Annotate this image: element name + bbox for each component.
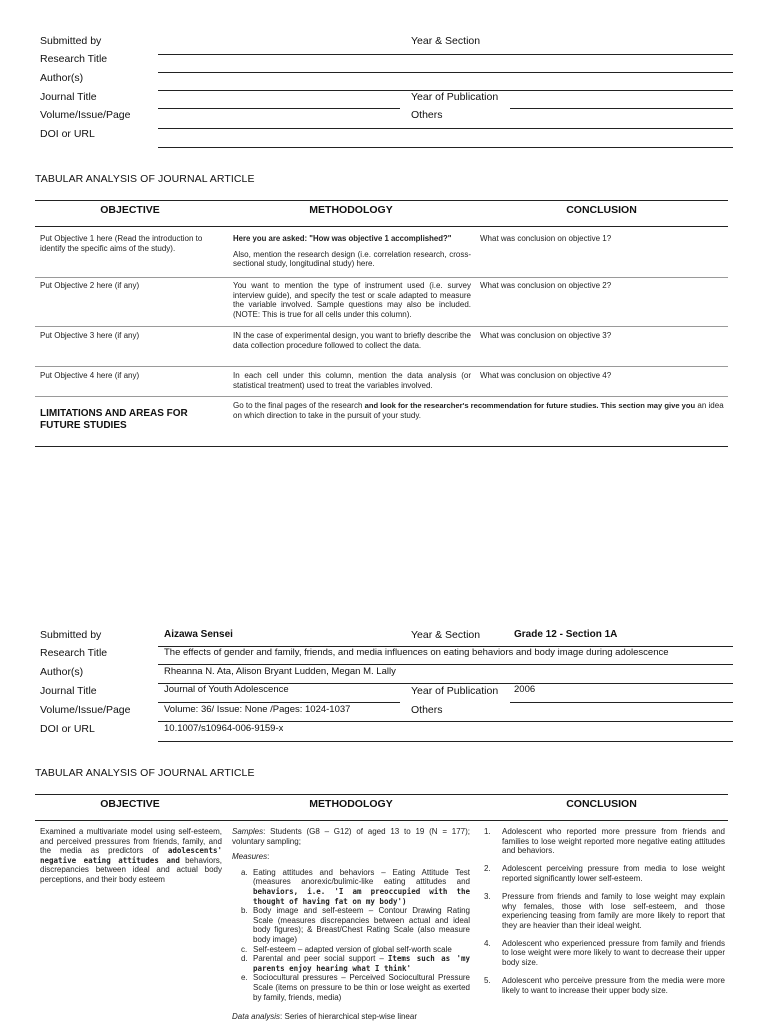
limitations-text-bold: and look for the researcher's recommendation for future studies. This section may give you: [364, 401, 696, 410]
list-marker: 3.: [484, 891, 491, 901]
measures-label: Measures: [232, 852, 268, 862]
value-doi-url: 10.1007/s10964-006-9159-x: [164, 723, 284, 734]
label-volume-issue-page: Volume/Issue/Page: [40, 704, 131, 716]
measure-text-bold: Items such as 'my parents enjoy hearing what I think': [253, 954, 471, 973]
header-conclusion: CONCLUSION: [566, 798, 637, 810]
header-objective: OBJECTIVE: [100, 204, 160, 216]
conclusion-cell: What was conclusion on objective 1?: [480, 234, 612, 243]
list-item: [232, 954, 470, 973]
list-marker: 2.: [484, 864, 491, 874]
header-methodology: METHODOLOGY: [309, 798, 393, 810]
objective-cell: Put Objective 3 here (if any): [40, 331, 140, 340]
samples-label: Samples: [232, 827, 264, 836]
measure-text: Sociocultural pressures – Perceived Sociocultural Pressure Scale (items on pressure to be thin or lose weight as exerted by family, friends, media): [253, 973, 470, 1002]
list-marker: d.: [241, 954, 248, 964]
conclusion-text: Adolescent who reported more pressure from friends and families to lose weight reported more negative eating attitudes and behaviors.: [502, 827, 725, 856]
rule-line: [158, 128, 733, 129]
objective-cell: Put Objective 2 here (if any): [40, 281, 140, 290]
list-item: [232, 973, 470, 1002]
objective-cell: [40, 827, 222, 885]
value-journal-title: Journal of Youth Adolescence: [164, 684, 289, 695]
conclusion-cell: What was conclusion on objective 4?: [480, 371, 612, 380]
data-analysis-text: : Series of hierarchical step-wise linear: [280, 1012, 417, 1022]
methodology-cell: You want to mention the type of instrument used (i.e. survey interview guide), and specify the test or scale adapted to measure the variable involved. Sample questions may also be included. (NOTE: This is true for all cells under this column).: [233, 281, 471, 319]
list-item: [484, 864, 725, 883]
header-objective: OBJECTIVE: [100, 798, 160, 810]
list-item: [484, 827, 725, 856]
objective-text: behaviors, discrepancies between ideal and actual body perceptions, and their body esteem: [40, 855, 222, 884]
rule-line: [158, 72, 733, 73]
label-doi-url: DOI or URL: [40, 723, 95, 735]
label-authors: Author(s): [40, 666, 84, 678]
rule-line: [158, 741, 733, 742]
measure-text: Eating attitudes and behaviors – Eating Attitude Test (measures anorexic/bulimic-like eating attitudes and: [253, 867, 470, 887]
label-others: Others: [411, 704, 443, 716]
list-item: [232, 868, 470, 906]
rule-line: [158, 702, 400, 703]
objective-text-bold: adolescents' negative eating attitudes and: [40, 846, 222, 865]
label-submitted-by: Submitted by: [40, 629, 102, 641]
value-year-of-publication: 2006: [514, 684, 536, 695]
limitations-text-part: Go to the final pages of the research: [233, 401, 365, 410]
label-year-of-publication: Year of Publication: [411, 685, 499, 697]
header-conclusion: CONCLUSION: [566, 204, 637, 216]
methodology-cell: IN the case of experimental design, you want to briefly describe the data collection procedure followed to collect the data.: [233, 331, 471, 350]
header-rule: [35, 226, 728, 227]
row-rule: [35, 396, 728, 397]
list-item: [484, 892, 725, 930]
template-analysis-table: [35, 200, 728, 448]
label-doi-url: DOI or URL: [40, 128, 95, 140]
label-journal-title: Journal Title: [40, 685, 97, 697]
label-research-title: Research Title: [40, 53, 108, 65]
table-bottom-rule: [35, 446, 728, 447]
value-volume-issue-page: Volume: 36/ Issue: None /Pages: 1024-1037: [164, 704, 351, 715]
rule-line: [510, 108, 733, 109]
list-marker: c.: [241, 944, 248, 954]
label-volume-issue-page: Volume/Issue/Page: [40, 109, 131, 121]
objective-cell: Put Objective 1 here (Read the introduction to identify the specific aims of the study).: [40, 234, 203, 253]
measures-paragraph: Measures:: [232, 852, 270, 862]
list-item: [484, 976, 725, 995]
methodology-text: Also, mention the research design (i.e. correlation research, cross-sectional study, longitudinal study) here.: [233, 249, 471, 269]
methodology-lead: Here you are asked: "How was objective 1 accomplished?": [233, 234, 452, 243]
table-top-rule: [35, 794, 728, 795]
samples-paragraph: [232, 827, 470, 846]
conclusion-text: Adolescent who perceive pressure from the media were more likely to want to increase their upper body size.: [502, 976, 725, 995]
measures-list: [232, 868, 470, 1002]
measure-text-bold: behaviors, i.e. 'I am preoccupied with the thought of having fat on my body'): [253, 886, 470, 906]
list-item: [232, 906, 470, 944]
conclusion-cell: [484, 827, 725, 1004]
limitations-text: [233, 401, 728, 420]
rule-line: [158, 721, 733, 722]
limitations-label: LIMITATIONS AND AREAS FOR FUTURE STUDIES: [40, 408, 188, 431]
label-year-section: Year & Section: [411, 35, 481, 47]
label-others: Others: [411, 109, 443, 121]
samples-text: : Students (G8 – G12) of aged 13 to 19 (N = 177); voluntary sampling;: [232, 827, 470, 846]
methodology-cell: In each cell under this column, mention the data analysis (or statistical treatment) used to treat the variables involved.: [233, 371, 471, 390]
rule-line: [158, 664, 733, 665]
methodology-cell: [232, 827, 470, 1028]
objective-text: Examined a multivariate model using self-esteem, and perceived pressures from friends, family, and the media as predictors of: [40, 827, 222, 856]
list-item: [484, 939, 725, 968]
list-marker: b.: [241, 906, 248, 916]
header-rule: [35, 820, 728, 821]
value-submitted-by: Aizawa Sensei: [164, 629, 233, 640]
conclusion-text: Adolescent perceiving pressure from media to lose weight reported significantly lower self-esteem.: [502, 864, 725, 883]
list-marker: 4.: [484, 938, 491, 948]
label-authors: Author(s): [40, 72, 84, 84]
list-marker: e.: [241, 973, 248, 983]
data-analysis-label: Data analysis: [232, 1012, 281, 1022]
value-authors: Rheanna N. Ata, Alison Bryant Ludden, Megan M. Lally: [164, 666, 396, 677]
rule-line: [158, 54, 733, 55]
conclusion-cell: What was conclusion on objective 3?: [480, 331, 612, 340]
value-research-title: The effects of gender and family, friends, and media influences on eating behaviors and body image during adolescence: [164, 647, 669, 658]
measure-text: Body image and self-esteem – Contour Drawing Rating Scale (measures discrepancies between actual and ideal body figures); & Breast/Chest Rating Scale (also measure body image): [253, 906, 470, 944]
rule-line: [158, 108, 400, 109]
label-research-title: Research Title: [40, 647, 108, 659]
conclusion-list: [484, 827, 725, 995]
methodology-cell: [233, 234, 471, 275]
measure-text: Self-esteem – adapted version of global self-worth scale: [253, 944, 452, 954]
conclusion-text: Adolescent who experienced pressure from family and friends to lose weight were more likely to want to decrease their upper body size.: [502, 938, 725, 968]
table-top-rule: [35, 200, 728, 201]
row-rule: [35, 366, 728, 367]
header-methodology: METHODOLOGY: [309, 204, 393, 216]
list-marker: a.: [241, 867, 248, 877]
filled-analysis-table: [35, 794, 728, 1024]
list-marker: 5.: [484, 976, 491, 986]
list-marker: 1.: [484, 827, 491, 836]
list-item: [232, 945, 470, 955]
conclusion-text: Pressure from friends and family to lose weight may explain why females, those with lose self-esteem, and those experiencing teasing from family are more likely to report that they are heavier than their ideal weight.: [502, 891, 725, 930]
rule-line: [510, 702, 733, 703]
data-analysis-paragraph: [232, 1012, 470, 1022]
objective-cell: Put Objective 4 here (if any): [40, 371, 140, 380]
label-year-of-publication: Year of Publication: [411, 91, 499, 103]
section-title: TABULAR ANALYSIS OF JOURNAL ARTICLE: [35, 767, 255, 779]
label-year-section: Year & Section: [411, 629, 481, 641]
row-rule: [35, 277, 728, 278]
section-title: TABULAR ANALYSIS OF JOURNAL ARTICLE: [35, 173, 255, 185]
limitations-text-part: an idea on which direction to take in the pursuit of your study.: [233, 401, 724, 420]
label-journal-title: Journal Title: [40, 91, 97, 103]
conclusion-cell: What was conclusion on objective 2?: [480, 281, 612, 290]
rule-line: [158, 147, 733, 148]
value-year-section: Grade 12 - Section 1A: [514, 629, 618, 640]
label-submitted-by: Submitted by: [40, 35, 102, 47]
row-rule: [35, 326, 728, 327]
measure-text: Parental and peer social support –: [253, 954, 388, 964]
